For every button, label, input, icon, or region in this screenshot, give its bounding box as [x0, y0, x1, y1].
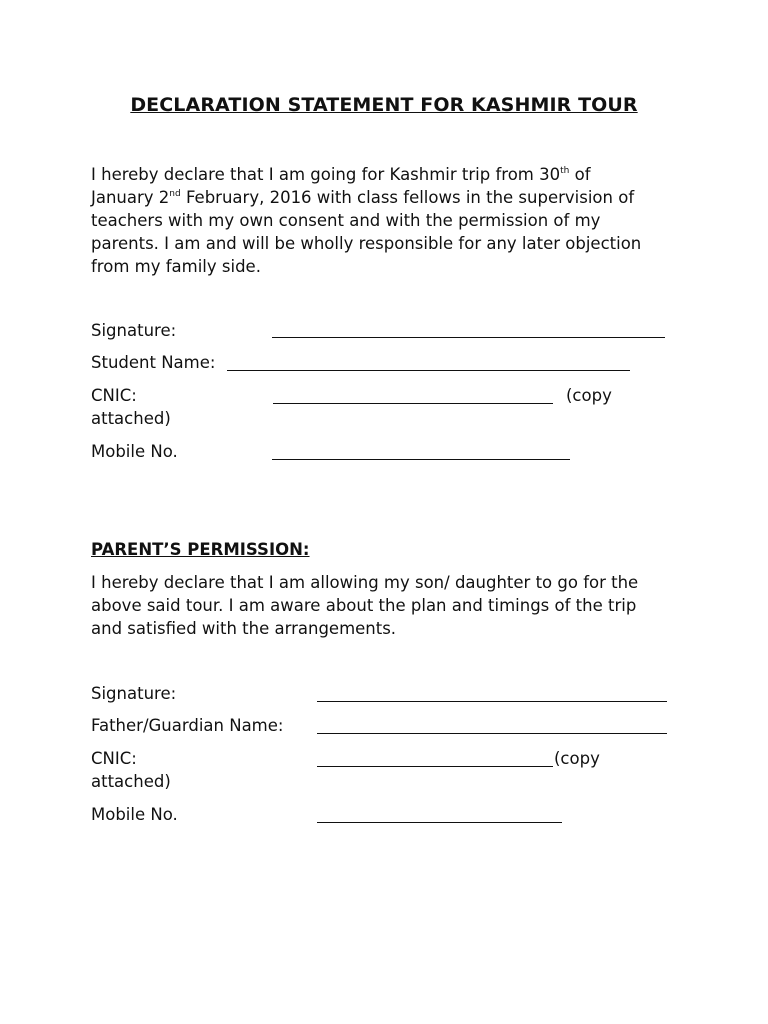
parent-cnic-label: CNIC:: [91, 749, 137, 768]
student-cnic-line[interactable]: [273, 388, 553, 404]
parent-cnic-attached-note: attached): [91, 772, 171, 791]
student-name-label: Student Name:: [91, 353, 216, 372]
guardian-name-label: Father/Guardian Name:: [91, 716, 284, 735]
parent-signature-line[interactable]: [317, 686, 667, 702]
student-signature-label: Signature:: [91, 321, 177, 340]
document-title: DECLARATION STATEMENT FOR KASHMIR TOUR: [130, 94, 638, 116]
student-name-line[interactable]: [227, 355, 630, 371]
student-declaration-paragraph: [91, 163, 691, 278]
parent-cnic-line[interactable]: [317, 751, 553, 767]
parent-text-line2: above said tour. I am aware about the plan and timings of the trip: [91, 596, 637, 615]
declaration-text-line5: from my family side.: [91, 257, 261, 276]
student-mobile-line[interactable]: [272, 444, 570, 460]
declaration-text-part1: I hereby declare that I am going for Kashmir trip from 30: [91, 165, 561, 184]
declaration-text-part3: January 2: [91, 188, 170, 207]
student-signature-line[interactable]: [272, 322, 665, 338]
date-suffix-nd: nd: [169, 189, 181, 199]
declaration-text-line4: parents. I am and will be wholly responsible for any later objection: [91, 234, 642, 253]
parent-declaration-paragraph: [91, 571, 691, 640]
parent-cnic-copy-note: (copy: [554, 749, 600, 768]
student-cnic-copy-note: (copy: [566, 386, 612, 405]
declaration-text-part2: of: [569, 165, 591, 184]
guardian-name-line[interactable]: [317, 718, 667, 734]
student-cnic-attached-note: attached): [91, 409, 171, 428]
parent-text-line1: I hereby declare that I am allowing my son/ daughter to go for the: [91, 573, 639, 592]
parent-mobile-line[interactable]: [317, 807, 562, 823]
student-mobile-label: Mobile No.: [91, 442, 178, 461]
parent-text-line3: and satisfied with the arrangements.: [91, 619, 397, 638]
declaration-text-line3: teachers with my own consent and with the permission of my: [91, 211, 601, 230]
parent-signature-label: Signature:: [91, 684, 177, 703]
declaration-text-part4: February, 2016 with class fellows in the supervision of: [180, 188, 635, 207]
parents-permission-heading: PARENT’S PERMISSION:: [91, 540, 310, 559]
parent-mobile-label: Mobile No.: [91, 805, 178, 824]
date-suffix-th: th: [560, 166, 570, 176]
student-cnic-label: CNIC:: [91, 386, 137, 405]
